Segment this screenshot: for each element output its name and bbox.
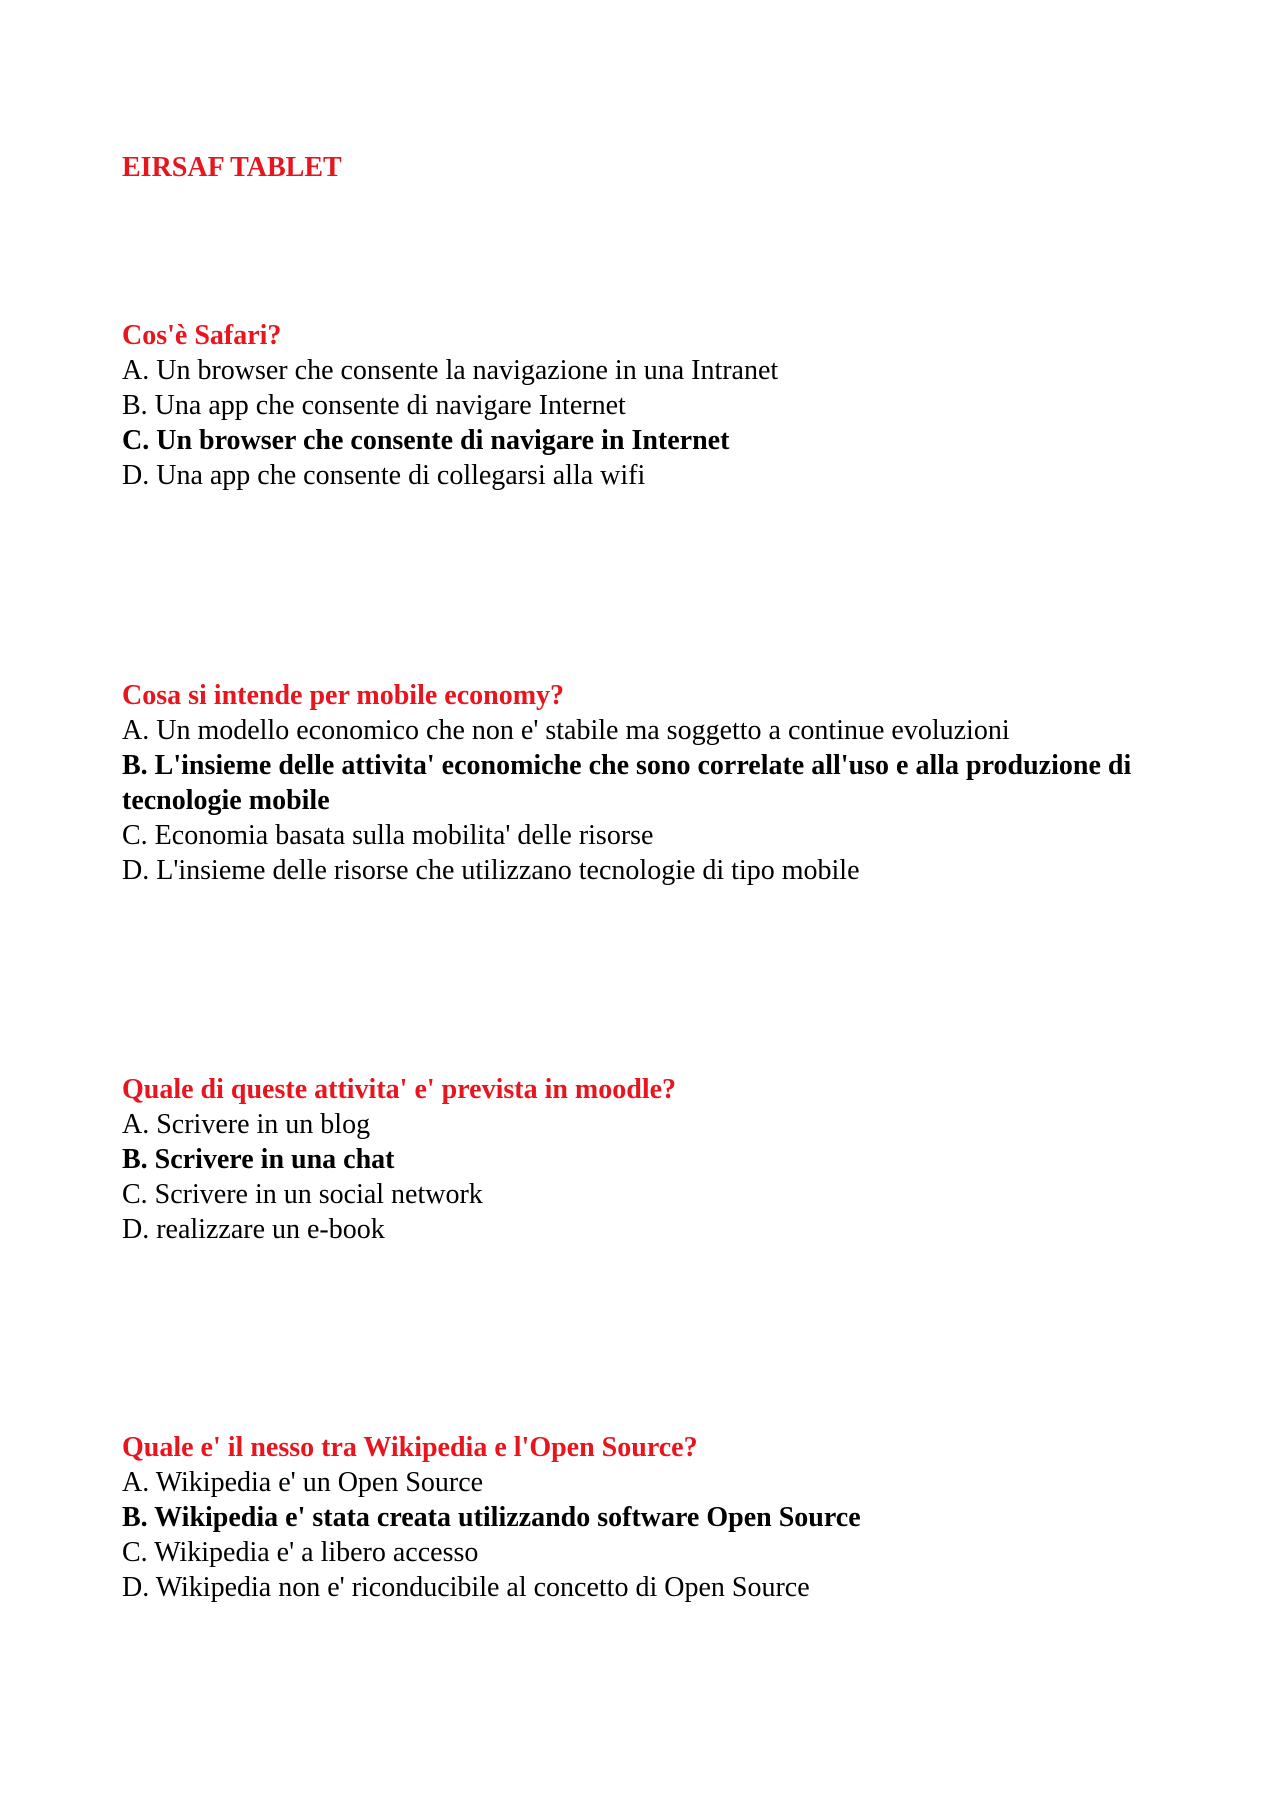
answer-option-b: B. Una app che consente di navigare Internet	[122, 390, 626, 421]
document-title: EIRSAF TABLET	[122, 152, 342, 183]
answer-option-a: A. Wikipedia e' un Open Source	[122, 1467, 484, 1498]
answer-option-a: A. Un browser che consente la navigazione in una Intranet	[122, 355, 779, 386]
question-text: Quale e' il nesso tra Wikipedia e l'Open Source?	[122, 1432, 698, 1463]
answer-option-b-correct: B. Wikipedia e' stata creata utilizzando software Open Source	[122, 1502, 861, 1533]
answer-option-c: C. Scrivere in un social network	[122, 1179, 483, 1210]
question-text: Cos'è Safari?	[122, 320, 282, 351]
question-block	[122, 318, 1172, 493]
answer-option-c: C. Economia basata sulla mobilita' delle risorse	[122, 820, 654, 851]
question-text: Quale di queste attivita' e' prevista in moodle?	[122, 1074, 677, 1105]
answer-option-a: A. Scrivere in un blog	[122, 1109, 371, 1140]
answer-option-c-correct: C. Un browser che consente di navigare in Internet	[122, 425, 730, 456]
answer-option-d: D. Una app che consente di collegarsi alla wifi	[122, 460, 646, 491]
question-block	[122, 678, 1172, 888]
answer-option-d: D. L'insieme delle risorse che utilizzano tecnologie di tipo mobile	[122, 855, 860, 886]
answer-option-a: A. Un modello economico che non e' stabile ma soggetto a continue evoluzioni	[122, 715, 1010, 746]
question-text: Cosa si intende per mobile economy?	[122, 680, 565, 711]
question-block	[122, 1072, 1172, 1247]
question-block	[122, 1430, 1172, 1605]
answer-option-c: C. Wikipedia e' a libero accesso	[122, 1537, 479, 1568]
answer-option-d: D. Wikipedia non e' riconducibile al concetto di Open Source	[122, 1572, 810, 1603]
answer-option-b-correct: B. Scrivere in una chat	[122, 1144, 395, 1175]
answer-option-b-correct: B. L'insieme delle attivita' economiche che sono correlate all'uso e alla produzione di tecnologie mobile	[122, 750, 1132, 816]
answer-option-d: D. realizzare un e-book	[122, 1214, 385, 1245]
